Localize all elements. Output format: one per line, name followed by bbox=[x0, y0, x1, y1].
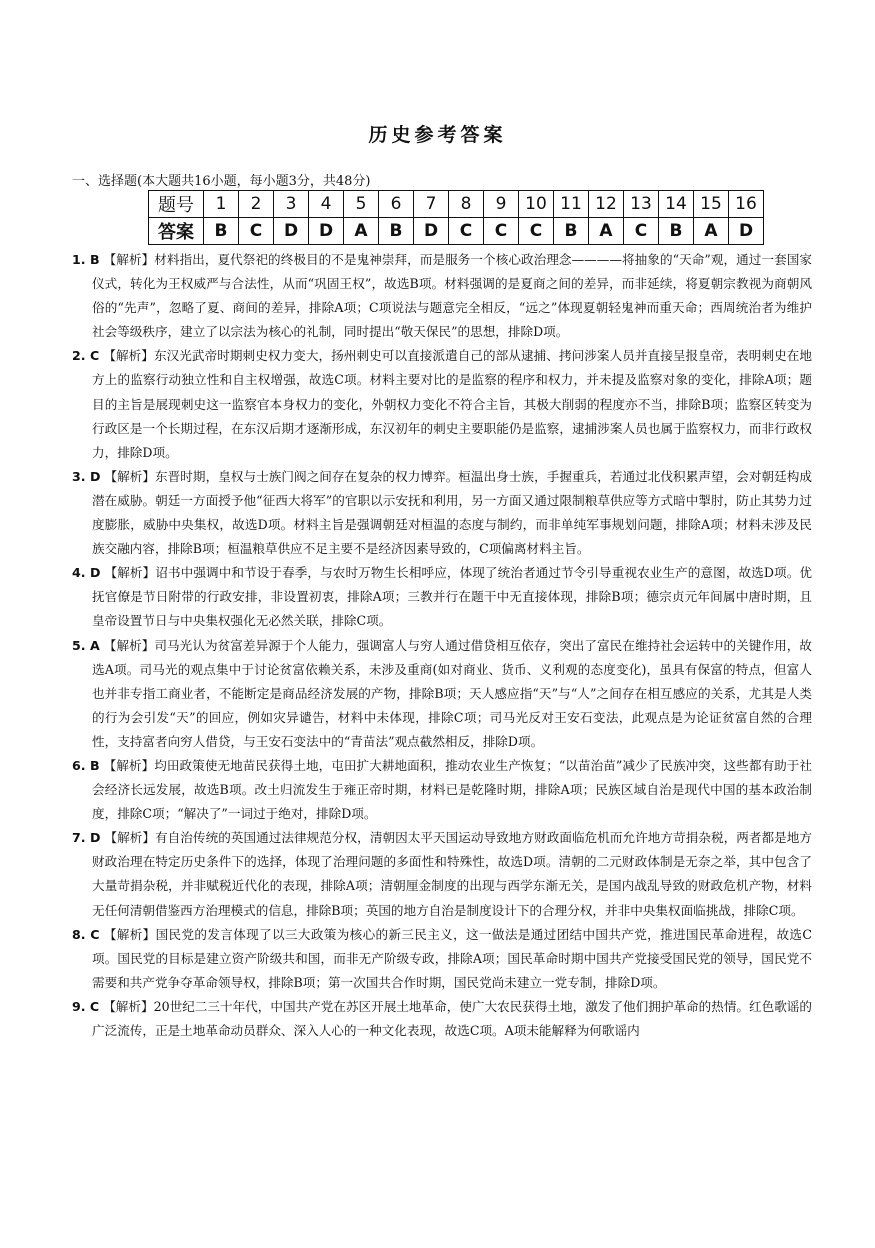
item-explanation-text: 【解析】均田政策使无地苗民获得土地，屯田扩大耕地面积，推动农业生产恢复；“以苗治苗”减少了民族冲突，这些都有助于社会经济长远发展，故选B项。改土归流发生于雍正帝时期，材料已是乾隆时期，排除A项；民族区域自治是现代中国的基本政治制度，排除C项；“解决了”一词过于绝对，排除D项。 bbox=[92, 757, 812, 822]
item-explanation-text: 【解析】东汉光武帝时期刺史权力变大，扬州刺史可以直接派遣自己的部从逮捕、拷问涉案人员并直接呈报皇帝，表明刺史在地方上的监察行动独立性和自主权增强，故选C项。材料主要对比的是监察的程序和权力，并未提及监察对象的变化，排除A项；题目的主旨是展现刺史这一监察官本身权力的变化，外朝权力变化不符合主旨，其极大削弱的程度亦不当，排除B项；监察区转变为行政区是一个长期过程，在东汉后期才逐渐形成，东汉初年的刺史主要职能仍是监察，逮捕涉案人员也属于监察权力，而非行政权力，排除D项。 bbox=[92, 348, 813, 460]
item-explanation-text: 【解析】诏书中强调中和节设于春季，与农时万物生长相呼应，体现了统治者通过节令引导重视农业生产的意图，故选D项。优抚官僚是节日附带的行政安排，非设置初衷，排除A项；三教并行在题干中无直接体现，排除B项；德宗贞元年间属中唐时期，且皇帝设置节日与中央集权强化无必然关联，排除C项。 bbox=[92, 565, 812, 629]
answer-cell: D bbox=[729, 218, 764, 245]
explanation-item bbox=[72, 923, 812, 995]
answer-cell: C bbox=[519, 218, 554, 245]
question-number-cell: 6 bbox=[379, 191, 414, 218]
explanation-list bbox=[72, 248, 812, 1043]
answer-table-answer-row bbox=[149, 218, 764, 245]
page-title: 历史参考答案 bbox=[368, 124, 507, 146]
question-number-cell: 5 bbox=[344, 191, 379, 218]
answer-cell: A bbox=[694, 218, 729, 245]
answer-cell: C bbox=[239, 218, 274, 245]
answer-cell: B bbox=[554, 218, 589, 245]
question-number-cell: 14 bbox=[659, 191, 694, 218]
item-number-answer: 7. D bbox=[72, 830, 101, 846]
answer-cell: C bbox=[624, 218, 659, 245]
answer-cell: C bbox=[449, 218, 484, 245]
item-explanation-text: 【解析】有自治传统的英国通过法律规范分权，清朝因太平天国运动导致地方财政面临危机而允许地方苛捐杂税，两者都是地方财政治理在特定历史条件下的选择，体现了治理问题的多面性和特殊性，故选D项。清朝的二元财政体制是无奈之举，其中包含了大量苛捐杂税，并非赋税近代化的表现，排除A项；清朝厘金制度的出现与西学东渐无关，是国内战乱导致的财政危机产物，材料无任何清朝借鉴西方治理模式的信息，排除B项；英国的地方自治是制度设计下的合理分权，并非中央集权面临挑战，排除C项。 bbox=[92, 830, 812, 918]
explanation-item bbox=[72, 248, 812, 344]
question-number-cell: 9 bbox=[484, 191, 519, 218]
explanation-item bbox=[72, 754, 812, 826]
question-number-cell: 8 bbox=[449, 191, 484, 218]
answer-cell: B bbox=[204, 218, 239, 245]
explanation-item bbox=[72, 634, 812, 754]
answer-cell: D bbox=[309, 218, 344, 245]
question-number-cell: 7 bbox=[414, 191, 449, 218]
answer-table-number-row bbox=[149, 191, 764, 218]
item-number-answer: 2. C bbox=[72, 348, 100, 364]
explanation-item bbox=[72, 465, 812, 561]
item-number-answer: 5. A bbox=[72, 637, 100, 653]
answer-cell: C bbox=[484, 218, 519, 245]
question-number-cell: 4 bbox=[309, 191, 344, 218]
item-explanation-text: 【解析】国民党的发言体现了以三大政策为核心的新三民主义，这一做法是通过团结中国共产党，推进国民革命进程，故选C项。国民党的目标是建立资产阶级共和国，而非无产阶级专政，排除A项；国民革命时期中国共产党接受国民党的领导，国民党不需要和共产党争夺革命领导权，排除B项；第一次国共合作时期，国民党尚未建立一党专制，排除D项。 bbox=[92, 926, 812, 990]
question-number-cell: 15 bbox=[694, 191, 729, 218]
answer-cell: B bbox=[659, 218, 694, 245]
explanation-item bbox=[72, 344, 812, 464]
question-number-cell: 10 bbox=[519, 191, 554, 218]
item-number-answer: 1. B bbox=[72, 252, 100, 267]
answer-cell: A bbox=[344, 218, 379, 245]
answer-cell: D bbox=[414, 218, 449, 245]
explanation-item bbox=[72, 995, 812, 1043]
question-number-cell: 2 bbox=[239, 191, 274, 218]
question-number-cell: 1 bbox=[204, 191, 239, 218]
item-explanation-text: 【解析】东晋时期，皇权与士族门阀之间存在复杂的权力博弈。桓温出身士族，手握重兵，若通过北伐积累声望，会对朝廷构成潜在威胁。朝廷一方面授予他“征西大将军”的官职以示安抚和利用，另一方面又通过限制粮草供应等方式暗中掣肘，防止其势力过度膨胀，威胁中央集权，故选D项。材料主旨是强调朝廷对桓温的态度与制约，而非单纯军事规划问题，排除A项；材料未涉及民族交融内容，排除B项；桓温粮草供应不足主要不是经济因素导致的，C项偏离材料主旨。 bbox=[92, 468, 812, 557]
question-number-cell: 16 bbox=[729, 191, 764, 218]
explanation-item bbox=[72, 561, 812, 633]
question-number-cell: 3 bbox=[274, 191, 309, 218]
explanation-item bbox=[72, 826, 812, 922]
item-number-answer: 4. D bbox=[72, 565, 101, 581]
section-heading: 一、选择题(本大题共16小题，每小题3分，共48分) bbox=[72, 174, 371, 189]
answer-table bbox=[148, 190, 764, 245]
item-number-answer: 9. C bbox=[72, 998, 100, 1014]
row-label: 题号 bbox=[149, 191, 204, 218]
question-number-cell: 12 bbox=[589, 191, 624, 218]
item-number-answer: 8. C bbox=[72, 926, 100, 942]
item-explanation-text: 【解析】20世纪二三十年代，中国共产党在苏区开展土地革命，使广大农民获得土地，激发了他们拥护革命的热情。红色歌谣的广泛流传，正是土地革命动员群众、深入人心的一种文化表现，故选C项。A项未能解释为何歌谣内 bbox=[92, 998, 812, 1038]
item-number-answer: 6. B bbox=[72, 757, 100, 773]
item-number-answer: 3. D bbox=[72, 468, 101, 484]
answer-cell: B bbox=[379, 218, 414, 245]
question-number-cell: 11 bbox=[554, 191, 589, 218]
row-label: 答案 bbox=[149, 218, 204, 245]
item-explanation-text: 【解析】司马光认为贫富差异源于个人能力，强调富人与穷人通过借贷相互依存，突出了富民在维持社会运转中的关键作用，故选A项。司马光的观点集中于讨论贫富依赖关系，未涉及重商(如对商业、货币、义利观的态度变化)，虽具有保富的特点，但富人也并非专指工商业者，不能断定是商品经济发展的产物，排除B项；天人感应指“天”与“人”之间存在相互感应的关系，尤其是人类的行为会引发“天”的回应，例如灾异谴告，材料中未体现，排除C项；司马光反对王安石变法，此观点是为论证贫富自然的合理性，支持富者向穷人借贷，与王安石变法中的“青苗法”观点截然相反，排除D项。 bbox=[92, 637, 812, 749]
answer-cell: D bbox=[274, 218, 309, 245]
item-explanation-text: 【解析】材料指出，夏代祭祀的终极目的不是鬼神崇拜，而是服务一个核心政治理念————将抽象的“天命”观，通过一套国家仪式，转化为王权威严与合法性，从而“巩固王权”，故选B项。材料强调的是夏商之间的差异，而非延续，将夏朝宗教视为商朝风俗的“先声”，忽略了夏、商间的差异，排除A项；C项说法与题意完全相反，“远之”体现夏朝轻鬼神而重天命；西周统治者为维护社会等级秩序，建立了以宗法为核心的礼制，同时提出“敬天保民”的思想，排除D项。 bbox=[92, 252, 812, 340]
answer-cell: A bbox=[589, 218, 624, 245]
question-number-cell: 13 bbox=[624, 191, 659, 218]
